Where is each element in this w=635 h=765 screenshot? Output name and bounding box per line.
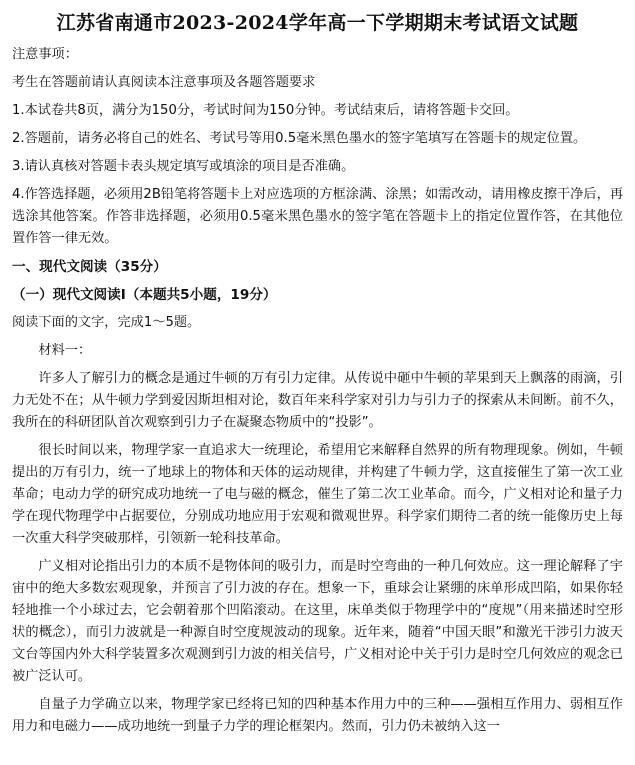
notice-item-3: 3.请认真核对答题卡表头规定填写或填涂的项目是否准确。	[12, 159, 355, 174]
paragraph-1: 许多人了解引力的概念是通过牛顿的万有引力定律。从传说中砸中牛顿的苹果到天上飘落的雨滴，引力无处不在；从牛顿力学到爱因斯坦相对论，数百年来科学家对引力与引力子的探索从未间断。前不久，我所在的科研团队首次观察到引力子在凝聚态物质中的“投影”。	[12, 371, 623, 430]
notice-item-2: 2.答题前，请务必将自己的姓名、考试号等用0.5毫米黑色墨水的签字笔填写在答题卡的规定位置。	[12, 131, 587, 146]
reading-instruction: 阅读下面的文字，完成1～5题。	[12, 315, 201, 330]
paragraph-2: 很长时间以来，物理学家一直追求大一统理论，希望用它来解释自然界的所有物理现象。例如，牛顿提出的万有引力，统一了地球上的物体和天体的运动规律，并构建了牛顿力学，这直接催生了第一次工业革命；电动力学的研究成功地统一了电与磁的概念，催生了第二次工业革命。而今，广义相对论和量子力学在现代物理学中占据要位，分别成功地应用于宏观和微观世界。科学家们期待二者的统一能像历史上每一次重大科学突破那样，引领新一轮科技革命。	[12, 443, 623, 546]
document-title: 江苏省南通市2023-2024学年高一下学期期末考试语文试题	[56, 12, 579, 34]
material-label: 材料一：	[38, 343, 92, 358]
notice-heading: 注意事项：	[12, 47, 78, 62]
subsection-heading: （一）现代文阅读Ⅰ（本题共5小题，19分）	[12, 287, 277, 303]
notice-item-4: 4.作答选择题，必须用2B铅笔将答题卡上对应选项的方框涂满、涂黑；如需改动，请用橡皮擦干净后，再选涂其他答案。作答非选择题，必须用0.5毫米黑色墨水的签字笔在答题卡上的指定位置作答，在其他位置作答一律无效。	[12, 187, 623, 246]
section-heading: 一、现代文阅读（35分）	[12, 259, 167, 275]
paragraph-4: 自量子力学确立以来，物理学家已经将已知的四种基本作用力中的三种——强相互作用力、弱相互作用力和电磁力——成功地统一到量子力学的理论框架内。然而，引力仍未被纳入这一	[12, 697, 623, 734]
paragraph-3: 广义相对论指出引力的本质不是物体间的吸引力，而是时空弯曲的一种几何效应。这一理论解释了宇宙中的绝大多数宏观现象，并预言了引力波的存在。想象一下，重球会让紧绷的床单形成凹陷，如果你轻轻地推一个小球过去，它会朝着那个凹陷滚动。在这里，床单类似于物理学中的“度规”（用来描述时空形状的概念），而引力波就是一种源自时空度规波动的现象。近年来，随着“中国天眼”和激光干涉引力波天文台等国内外大科学装置多次观测到引力波的相关信号，广义相对论中关于引力是时空几何效应的观念已被广泛认可。	[12, 559, 623, 684]
notice-item-1: 1.本试卷共8页，满分为150分，考试时间为150分钟。考试结束后，请将答题卡交回。	[12, 103, 519, 118]
notice-intro: 考生在答题前请认真阅读本注意事项及各题答题要求	[12, 75, 316, 90]
